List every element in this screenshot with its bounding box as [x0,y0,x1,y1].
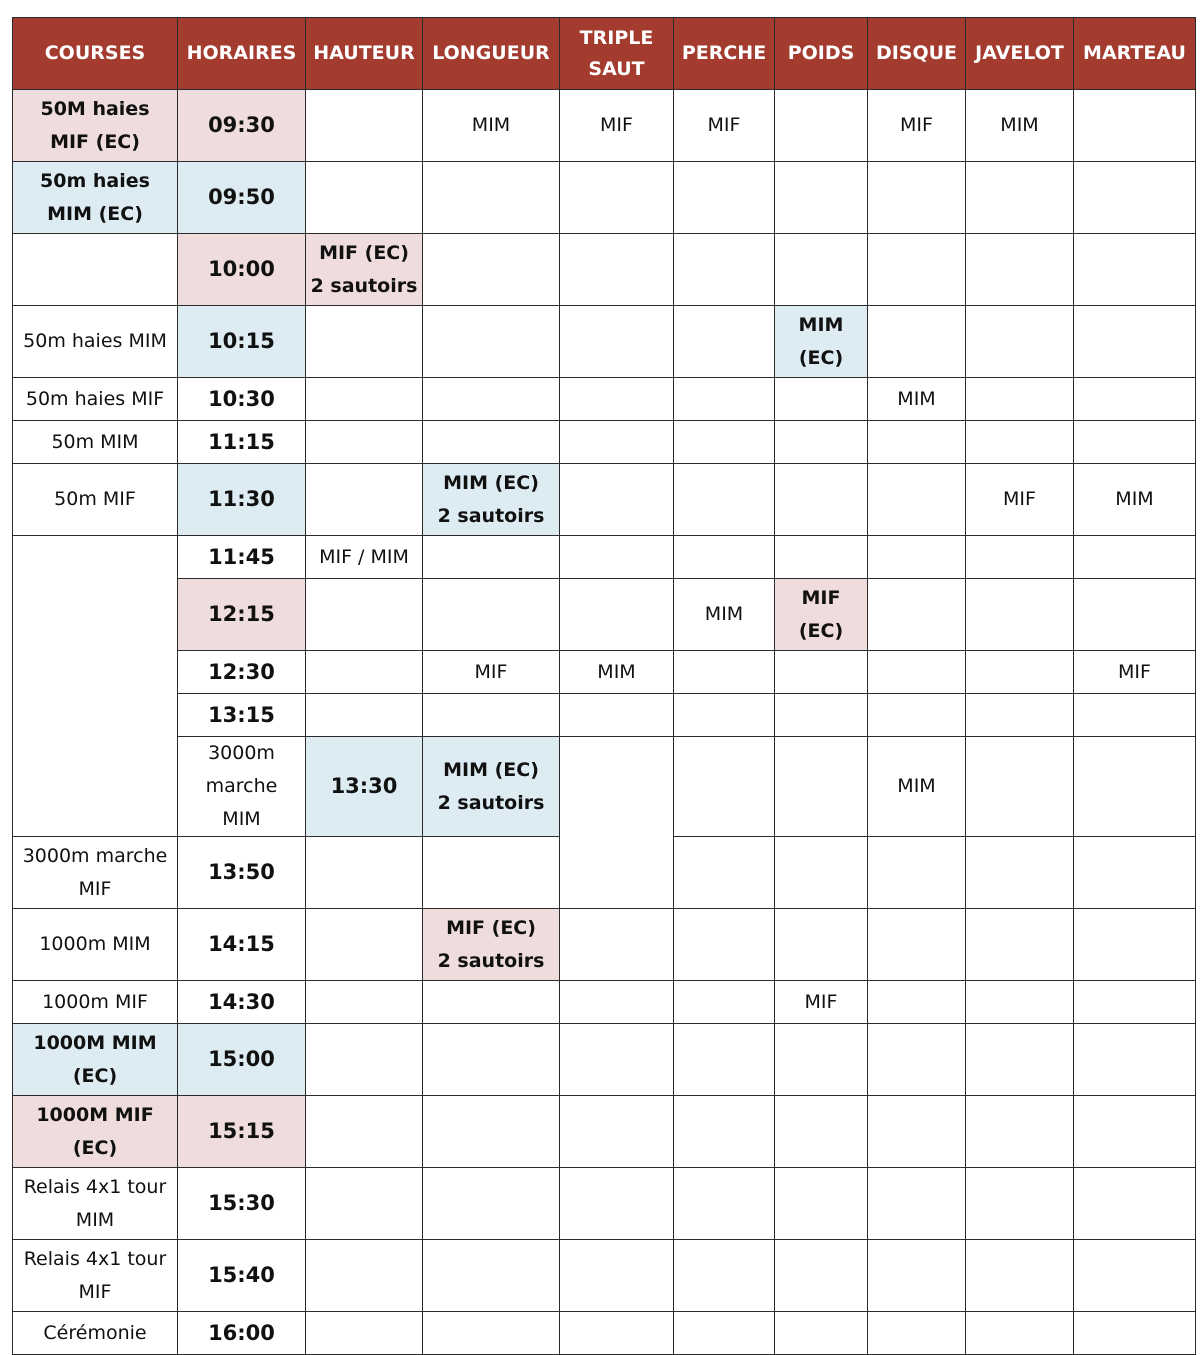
poids-cell [775,162,868,234]
course-cell: 1000M MIM (EC) [13,1024,178,1096]
hauteur-cell [306,837,423,909]
hauteur-cell: MIM (EC) 2 sautoirs [423,737,560,837]
time-cell: 11:30 [178,464,306,536]
hauteur-cell [306,1312,423,1355]
longueur-cell [423,162,560,234]
poids-cell [775,421,868,464]
poids-cell [775,909,868,981]
poids-cell [775,694,868,737]
schedule-table [12,17,1196,1355]
course-cell: 50m MIF [13,464,178,536]
table-row [13,1240,1196,1312]
table-row [13,378,1196,421]
disque-cell [868,234,966,306]
course-cell: Cérémonie [13,1312,178,1355]
triple-saut-cell [560,306,674,378]
longueur-cell [423,1096,560,1168]
longueur-cell [423,234,560,306]
disque-cell [868,1312,966,1355]
time-cell: 12:30 [178,651,306,694]
triple-saut-cell [560,378,674,421]
javelot-cell [966,1168,1074,1240]
disque-cell [868,579,966,651]
hauteur-cell [306,464,423,536]
time-cell: 11:45 [178,536,306,579]
disque-cell [868,837,966,909]
perche-cell: MIF [674,90,775,162]
hauteur-cell [306,651,423,694]
javelot-cell [966,421,1074,464]
triple-saut-cell [560,1024,674,1096]
perche-cell [674,162,775,234]
hauteur-cell: MIF (EC) 2 sautoirs [306,234,423,306]
disque-cell [868,651,966,694]
triple-saut-cell [560,1096,674,1168]
marteau-cell [1074,306,1196,378]
perche-cell [674,1024,775,1096]
header-row [13,18,1196,90]
disque-cell [868,1096,966,1168]
course-cell: Relais 4x1 tour MIM [13,1168,178,1240]
longueur-cell [560,737,674,909]
time-cell: 13:15 [178,694,306,737]
perche-cell [674,837,775,909]
triple-saut-cell: MIM [560,651,674,694]
poids-cell [775,1168,868,1240]
perche-cell [775,737,868,837]
table-row [13,234,1196,306]
course-cell: 50m haies MIF [13,378,178,421]
javelot-cell [966,1240,1074,1312]
time-cell: 10:00 [178,234,306,306]
course-cell: 50m haies MIM (EC) [13,162,178,234]
header-hauteur: HAUTEUR [306,18,423,90]
time-cell: 16:00 [178,1312,306,1355]
time-cell: 09:50 [178,162,306,234]
perche-cell [674,1240,775,1312]
javelot-cell [966,909,1074,981]
table-row [13,1312,1196,1355]
javelot-cell [966,651,1074,694]
poids-cell [775,1024,868,1096]
perche-cell [674,1096,775,1168]
marteau-cell [1074,1312,1196,1355]
time-cell: 15:00 [178,1024,306,1096]
hauteur-cell [306,306,423,378]
hauteur-cell [306,1240,423,1312]
triple-saut-cell [560,1240,674,1312]
course-cell: 50m MIM [13,421,178,464]
triple-saut-cell [560,579,674,651]
course-cell [13,234,178,306]
javelot-cell [966,1024,1074,1096]
marteau-cell: MIF [1074,651,1196,694]
disque-cell [868,1024,966,1096]
hauteur-cell [306,1168,423,1240]
longueur-cell: MIF (EC) 2 sautoirs [423,909,560,981]
hauteur-cell [306,1024,423,1096]
triple-saut-cell [560,162,674,234]
poids-cell [775,234,868,306]
javelot-cell [966,234,1074,306]
header-longueur: LONGUEUR [423,18,560,90]
triple-saut-cell [560,1168,674,1240]
disque-cell: MIM [868,378,966,421]
longueur-cell [423,1312,560,1355]
disque-cell [868,1168,966,1240]
header-disque: DISQUE [868,18,966,90]
header-courses: COURSES [13,18,178,90]
longueur-cell: MIM [423,90,560,162]
table-row [13,1096,1196,1168]
hauteur-cell [306,1096,423,1168]
longueur-cell [423,536,560,579]
javelot-cell [966,981,1074,1024]
triple-saut-cell [560,694,674,737]
hauteur-cell [306,579,423,651]
poids-cell [775,1240,868,1312]
javelot-cell [966,579,1074,651]
disque-cell [868,536,966,579]
triple-saut-cell [560,464,674,536]
triple-saut-cell [560,981,674,1024]
perche-cell [674,651,775,694]
marteau-cell [1074,1096,1196,1168]
javelot-cell: MIF [966,464,1074,536]
time-cell: 10:15 [178,306,306,378]
disque-cell [868,464,966,536]
time-cell: 15:40 [178,1240,306,1312]
marteau-cell [1074,378,1196,421]
time-cell: 10:30 [178,378,306,421]
poids-cell: MIF [775,981,868,1024]
javelot-cell [966,837,1074,909]
longueur-cell [423,306,560,378]
hauteur-cell [306,90,423,162]
header-marteau: MARTEAU [1074,18,1196,90]
triple-saut-cell [423,837,560,909]
javelot-cell: MIM [966,90,1074,162]
table-row [13,536,1196,579]
triple-saut-cell [560,421,674,464]
disque-cell [868,909,966,981]
marteau-cell [1074,694,1196,737]
perche-cell [674,421,775,464]
perche-cell [674,1312,775,1355]
perche-cell [674,694,775,737]
marteau-cell [1074,1240,1196,1312]
poids-cell [775,378,868,421]
poids-cell [775,90,868,162]
time-cell: 12:15 [178,579,306,651]
course-cell: 50m haies MIM [13,306,178,378]
longueur-cell: MIM (EC) 2 sautoirs [423,464,560,536]
triple-saut-cell [560,909,674,981]
perche-cell [674,981,775,1024]
course-cell: 50M haies MIF (EC) [13,90,178,162]
header-javelot: JAVELOT [966,18,1074,90]
marteau-cell [1074,536,1196,579]
header-perche: PERCHE [674,18,775,90]
time-cell: 14:30 [178,981,306,1024]
hauteur-cell [306,694,423,737]
javelot-cell [966,1096,1074,1168]
poids-cell [775,1312,868,1355]
hauteur-cell: MIF / MIM [306,536,423,579]
marteau-cell [1074,421,1196,464]
longueur-cell [423,1240,560,1312]
table-row [13,162,1196,234]
marteau-cell [1074,909,1196,981]
poids-cell: MIM (EC) [775,306,868,378]
marteau-cell [1074,579,1196,651]
table-row [13,579,1196,651]
schedule [12,17,1196,1355]
triple-saut-cell [674,737,775,837]
disque-cell [868,162,966,234]
poids-cell [775,464,868,536]
triple-saut-cell [560,536,674,579]
disque-cell [868,1240,966,1312]
javelot-cell [966,162,1074,234]
perche-cell [674,909,775,981]
disque-cell [868,981,966,1024]
course-cell: 1000m MIF [13,981,178,1024]
table-row [13,737,1196,837]
time-cell: 14:15 [178,909,306,981]
table-row [13,694,1196,737]
table-row [13,981,1196,1024]
course-cell: Relais 4x1 tour MIF [13,1240,178,1312]
javelot-cell [966,306,1074,378]
time-cell: 09:30 [178,90,306,162]
poids-cell [775,1096,868,1168]
header-triple-saut: TRIPLE SAUT [560,18,674,90]
marteau-cell [1074,90,1196,162]
triple-saut-cell [560,1312,674,1355]
perche-cell: MIM [674,579,775,651]
hauteur-cell [306,378,423,421]
longueur-cell [423,1024,560,1096]
marteau-cell [1074,1168,1196,1240]
hauteur-cell [306,162,423,234]
longueur-cell [423,378,560,421]
javelot-cell [1074,737,1196,837]
triple-saut-cell: MIF [560,90,674,162]
perche-cell [674,1168,775,1240]
perche-cell [674,378,775,421]
perche-cell [674,234,775,306]
longueur-cell [423,981,560,1024]
course-cell [13,536,178,837]
perche-cell [674,306,775,378]
poids-cell [775,536,868,579]
poids-cell: MIF (EC) [775,579,868,651]
time-cell: 15:30 [178,1168,306,1240]
javelot-cell [966,378,1074,421]
disque-cell [868,306,966,378]
table-row [13,306,1196,378]
course-cell: 1000m MIM [13,909,178,981]
longueur-cell [423,1168,560,1240]
table-row [13,909,1196,981]
marteau-cell [1074,162,1196,234]
table-row [13,1024,1196,1096]
hauteur-cell [306,909,423,981]
javelot-cell [966,694,1074,737]
table-row [13,464,1196,536]
disque-cell [966,737,1074,837]
header-horaires: HORAIRES [178,18,306,90]
javelot-cell [966,536,1074,579]
longueur-cell [423,694,560,737]
marteau-cell [1074,1024,1196,1096]
table-row [13,90,1196,162]
triple-saut-cell [560,234,674,306]
longueur-cell: MIF [423,651,560,694]
hauteur-cell [306,421,423,464]
course-cell: 3000m marche MIM [178,737,306,837]
javelot-cell [966,1312,1074,1355]
longueur-cell [423,579,560,651]
table-row [13,1168,1196,1240]
course-cell: 1000M MIF (EC) [13,1096,178,1168]
table-row [13,421,1196,464]
time-cell: 11:15 [178,421,306,464]
time-cell: 13:30 [306,737,423,837]
marteau-cell [1074,981,1196,1024]
poids-cell: MIM [868,737,966,837]
marteau-cell [1074,837,1196,909]
poids-cell [775,837,868,909]
longueur-cell [423,421,560,464]
table-row [13,651,1196,694]
marteau-cell: MIM [1074,464,1196,536]
perche-cell [674,536,775,579]
disque-cell [868,421,966,464]
perche-cell [674,464,775,536]
hauteur-cell [306,981,423,1024]
course-cell: 3000m marche MIF [13,837,178,909]
disque-cell [868,694,966,737]
header-poids: POIDS [775,18,868,90]
marteau-cell [1074,234,1196,306]
time-cell: 13:50 [178,837,306,909]
time-cell: 15:15 [178,1096,306,1168]
disque-cell: MIF [868,90,966,162]
poids-cell [775,651,868,694]
